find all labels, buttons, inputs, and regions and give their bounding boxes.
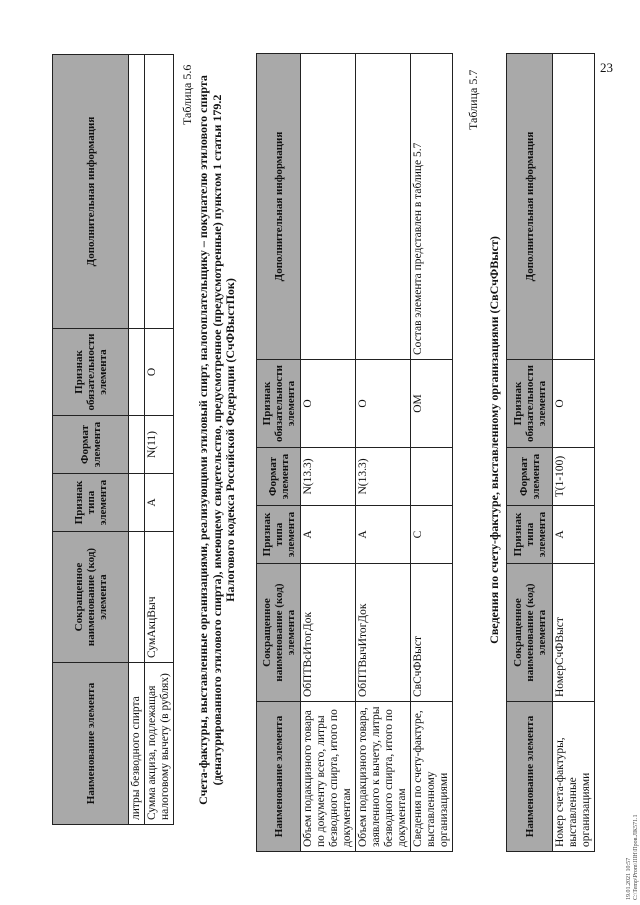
- table-header-row: [257, 54, 301, 852]
- table-5-6: [256, 53, 453, 852]
- cell-name: Сведения по счету-фактуре, выставленному организациями: [411, 702, 453, 852]
- header-type: Признак типа элемента: [53, 474, 129, 532]
- stamp-path: C:\Temp\Prom\IIIH\Пров.ЛК571.1: [633, 814, 639, 900]
- header-type: Признак типа элемента: [257, 506, 301, 564]
- header-info: Дополнительная информация: [507, 54, 553, 360]
- cell-info: [301, 54, 356, 360]
- page-number: 23: [600, 60, 613, 75]
- cell-format: [129, 416, 145, 474]
- header-info: Дополнительная информация: [53, 55, 129, 329]
- cell-code: НомерСчФВыст: [553, 564, 595, 702]
- cell-name: Объем подакцизного товара, заявленного к вычету, литры безводного спирта, итого по документам: [356, 702, 411, 852]
- table-row: [145, 55, 174, 825]
- cell-required: ОМ: [411, 360, 453, 448]
- table-5-6-label: Таблица 5.6: [180, 64, 194, 125]
- cell-required: [129, 329, 145, 416]
- header-required: Признак обязательности элемента: [53, 329, 129, 416]
- cell-type: А: [145, 474, 174, 532]
- cell-code: ОбПТВычИтогДок: [356, 564, 411, 702]
- cell-type: С: [411, 506, 453, 564]
- table-row: [301, 54, 356, 852]
- cell-name: Номер счета-фактуры, выставленные организациями: [553, 702, 595, 852]
- table-row: [356, 54, 411, 852]
- table-5-6-caption: Счета-фактуры, выставленные организациями, реализующими этиловый спирт, налогоплательщику – покупателю этилового спирта (денатурированного этилового спирта), имеющему свидетельство, предусмотренное (предусмотренные) пунктом 1 статьи 179.2 Налогового кодекса Российской Федерации (СчФВыстПок): [196, 75, 237, 805]
- header-required: Признак обязательности элемента: [257, 360, 301, 448]
- cell-format: N(13.3): [356, 448, 411, 506]
- table-continuation: [52, 54, 174, 825]
- table-row: [553, 54, 595, 852]
- cell-name: Объем подакцизного товара по документу всего, литры безводного спирта, итого по документам: [301, 702, 356, 852]
- header-code: Сокращенное наименование (код) элемента: [507, 564, 553, 702]
- cell-info: Состав элемента представлен в таблице 5.7: [411, 54, 453, 360]
- header-format: Формат элемента: [53, 416, 129, 474]
- header-name: Наименование элемента: [53, 663, 129, 825]
- cell-format: T(1-100): [553, 448, 595, 506]
- cell-info: [145, 55, 174, 329]
- table-5-7-label: Таблица 5.7: [466, 69, 480, 130]
- cell-required: О: [553, 360, 595, 448]
- print-stamp: [626, 815, 640, 900]
- cell-code: СумАкцВыч: [145, 532, 174, 663]
- header-name: Наименование элемента: [507, 702, 553, 852]
- header-code: Сокращенное наименование (код) элемента: [53, 532, 129, 663]
- cell-info: [553, 54, 595, 360]
- cell-required: О: [356, 360, 411, 448]
- cell-code: ОбПТВсИтогДок: [301, 564, 356, 702]
- cell-format: [411, 448, 453, 506]
- cell-type: [129, 474, 145, 532]
- cell-required: О: [145, 329, 174, 416]
- table-row: [129, 55, 145, 825]
- table-5-7-caption: Сведения по счету-фактуре, выставленному организациями (СвСчФВыст): [487, 236, 501, 644]
- table-row: [411, 54, 453, 852]
- cell-name: Сумма акциза, подлежащая налоговому вычету (в рублях): [145, 663, 174, 825]
- header-info: Дополнительная информация: [257, 54, 301, 360]
- table-header-row: [53, 55, 129, 825]
- header-name: Наименование элемента: [257, 702, 301, 852]
- cell-format: N(11): [145, 416, 174, 474]
- header-format: Формат элемента: [507, 448, 553, 506]
- header-format: Формат элемента: [257, 448, 301, 506]
- cell-info: [129, 55, 145, 329]
- cell-code: [129, 532, 145, 663]
- cell-type: А: [553, 506, 595, 564]
- cell-code: СвСчФВыст: [411, 564, 453, 702]
- cell-type: А: [301, 506, 356, 564]
- cell-name: литры безводного спирта: [129, 663, 145, 825]
- cell-format: N(13.3): [301, 448, 356, 506]
- header-code: Сокращенное наименование (код) элемента: [257, 564, 301, 702]
- table-5-7: [506, 53, 595, 852]
- cell-type: А: [356, 506, 411, 564]
- table-header-row: [507, 54, 553, 852]
- cell-info: [356, 54, 411, 360]
- header-required: Признак обязательности элемента: [507, 360, 553, 448]
- header-type: Признак типа элемента: [507, 506, 553, 564]
- stamp-date: 19.01.2021 10:57: [626, 857, 632, 900]
- cell-required: О: [301, 360, 356, 448]
